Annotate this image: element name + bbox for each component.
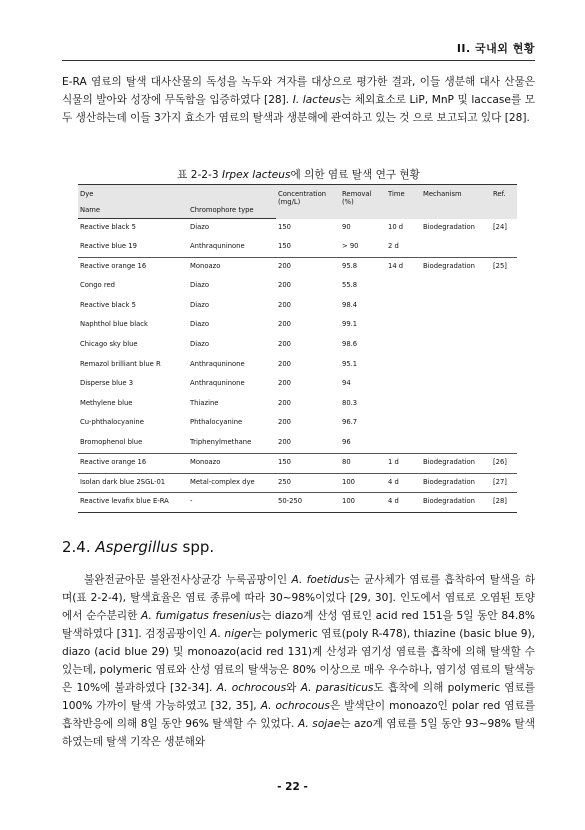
cell-removal: > 90 <box>342 242 359 251</box>
header-rule <box>62 60 535 61</box>
cell-time: 4 d <box>386 473 421 493</box>
cell-chromo: Phthalocyanine <box>190 418 243 427</box>
cell-conc: 200 <box>278 438 291 447</box>
cell-chromo: Diazo <box>190 320 210 329</box>
species-name: A. ochrocous <box>216 682 287 694</box>
cell-name: Cu-phthalocyanine <box>80 418 144 427</box>
cell-mech <box>421 316 491 336</box>
header-time: Time <box>386 185 421 219</box>
table-row <box>78 336 517 356</box>
cell-time <box>386 375 421 395</box>
cell-chromo: Metal-complex dye <box>188 473 276 493</box>
caption-label: 표 2-2-3 <box>177 169 219 181</box>
cell-conc: 150 <box>278 242 291 251</box>
cell-mech: Biodegradation <box>423 222 475 231</box>
cell-ref <box>491 297 517 317</box>
cell-name: Bromophenol blue <box>80 438 143 447</box>
cell-name: Reactive levafix blue E-RA <box>78 493 188 513</box>
intro-text: 는 체외효소로 LiP, MnP <box>340 94 454 106</box>
cell-removal: 100 <box>340 493 386 513</box>
cell-removal: 100 <box>340 473 386 493</box>
cell-name: Reactive black 5 <box>80 223 136 231</box>
intro-text: 으로 보고되고 있다 [28]. <box>412 112 530 124</box>
cell-removal: 90 <box>342 222 351 231</box>
cell-removal: 55.8 <box>342 281 358 290</box>
cell-time <box>386 395 421 415</box>
cell-conc: 200 <box>278 281 291 290</box>
table-row <box>78 414 517 434</box>
caption-text: 에 의한 염료 탈색 연구 현황 <box>290 169 420 181</box>
header-name: Name <box>78 202 188 219</box>
cell-name: Remazol brilliant blue R <box>80 359 161 368</box>
cell-ref: [24] <box>493 222 507 231</box>
cell-time <box>386 316 421 336</box>
table-row <box>78 356 517 376</box>
cell-chromo: Diazo <box>190 281 210 290</box>
running-header: II. 국내외 현황 <box>456 42 535 55</box>
cell-conc: 200 <box>278 320 291 329</box>
cell-chromo: Anthraquninone <box>190 359 245 368</box>
species-name: A. fumigatus fresenius <box>141 610 262 622</box>
cell-conc: 150 <box>276 454 340 474</box>
cell-conc: 200 <box>278 340 291 349</box>
cell-time <box>386 277 421 297</box>
cell-ref <box>491 395 517 415</box>
cell-mech: Biodegradation <box>421 258 491 278</box>
cell-time <box>386 336 421 356</box>
table-row <box>78 375 517 395</box>
cell-ref: [25] <box>491 258 517 278</box>
cell-removal: 99.1 <box>342 320 358 329</box>
cell-conc: 250 <box>276 473 340 493</box>
cell-ref: [26] <box>491 454 517 474</box>
section-heading <box>62 538 214 556</box>
species-name: I. lacteus <box>292 94 341 106</box>
cell-name: Disperse blue 3 <box>80 379 134 388</box>
intro-text: E-RA 염료의 탈색 대사산물의 독성을 녹두와 겨자를 대상으로 평가한 결과, 이들 생분해 대사 <box>62 76 500 88</box>
cell-removal: 96.7 <box>342 418 358 427</box>
section-genus: Aspergillus <box>95 538 178 556</box>
cell-mech <box>421 336 491 356</box>
species-name: A. sojae <box>297 718 341 730</box>
cell-removal: 98.4 <box>342 300 358 309</box>
cell-time: 4 d <box>386 493 421 513</box>
cell-chromo: Diazo <box>190 223 210 231</box>
cell-name: Isolan dark blue 2SGL-01 <box>78 473 188 493</box>
cell-name: Reactive orange 16 <box>78 258 188 278</box>
section-suffix: spp. <box>182 538 215 556</box>
cell-time: 10 d <box>388 222 404 231</box>
cell-conc: 200 <box>278 398 291 407</box>
cell-chromo: Anthraquninone <box>190 242 245 251</box>
cell-mech <box>421 356 491 376</box>
caption-species: Irpex lacteus <box>221 169 291 181</box>
cell-conc: 200 <box>276 258 340 278</box>
cell-mech <box>421 277 491 297</box>
cell-mech: Biodegradation <box>421 493 491 513</box>
cell-ref: [27] <box>491 473 517 493</box>
table-caption <box>62 167 535 182</box>
cell-chromo: Diazo <box>190 340 210 349</box>
cell-mech: Biodegradation <box>421 473 491 493</box>
cell-mech <box>421 238 491 258</box>
dye-decolorization-table <box>78 184 517 513</box>
cell-removal: 95.1 <box>342 359 358 368</box>
table-row <box>78 395 517 415</box>
cell-ref <box>491 375 517 395</box>
table-row <box>78 297 517 317</box>
cell-conc: 200 <box>278 379 291 388</box>
cell-ref <box>491 238 517 258</box>
table-row <box>78 434 517 454</box>
cell-name: Methylene blue <box>80 398 133 407</box>
cell-removal: 80.3 <box>342 398 358 407</box>
cell-time <box>386 414 421 434</box>
cell-ref: [28] <box>491 493 517 513</box>
table-row <box>78 219 517 239</box>
header-ref: Ref. <box>491 185 517 219</box>
cell-removal: 95.8 <box>340 258 386 278</box>
cell-name: Reactive orange 16 <box>78 454 188 474</box>
cell-name: Naphthol blue black <box>80 320 148 329</box>
header-mechanism: Mechanism <box>421 185 491 219</box>
cell-conc: 150 <box>278 222 291 231</box>
cell-removal: 98.6 <box>342 340 358 349</box>
cell-chromo: Diazo <box>190 300 210 309</box>
cell-name: Reactive blue 19 <box>80 242 137 251</box>
cell-conc: 200 <box>278 300 291 309</box>
table-row <box>78 258 517 278</box>
table-row <box>78 493 517 513</box>
header-chromophore: Chromophore type <box>188 202 276 219</box>
intro-text: 산물은 식물의 발아와 성장에 무독함을 입증하였다 [28]. <box>62 76 535 106</box>
cell-time <box>386 434 421 454</box>
page-number: - 22 - <box>277 781 308 793</box>
cell-mech <box>421 414 491 434</box>
header-dye: Dye <box>78 185 188 202</box>
section-number: 2.4. <box>62 538 91 556</box>
cell-name: Reactive black 5 <box>80 300 136 309</box>
cell-chromo: Monoazo <box>188 454 276 474</box>
cell-mech <box>421 395 491 415</box>
cell-ref <box>491 277 517 297</box>
cell-removal: 80 <box>340 454 386 474</box>
table-row <box>78 238 517 258</box>
cell-time: 2 d <box>388 242 399 251</box>
cell-mech <box>421 375 491 395</box>
cell-mech: Biodegradation <box>421 454 491 474</box>
cell-chromo: Anthraquninone <box>190 379 245 388</box>
table-row <box>78 473 517 493</box>
cell-chromo: Monoazo <box>188 258 276 278</box>
cell-conc: 200 <box>278 359 291 368</box>
cell-removal: 94 <box>342 379 351 388</box>
cell-ref <box>491 336 517 356</box>
intro-paragraph <box>62 73 535 127</box>
cell-removal: 96 <box>342 438 351 447</box>
cell-time <box>386 297 421 317</box>
cell-chromo: Triphenylmethane <box>190 438 252 447</box>
species-name: A. niger <box>210 628 252 640</box>
cell-ref <box>491 434 517 454</box>
cell-name: Chicago sky blue <box>80 340 138 349</box>
cell-chromo: Thiazine <box>190 398 219 407</box>
species-name: A. ochrocous <box>260 700 330 712</box>
cell-ref <box>491 316 517 336</box>
cell-time: 1 d <box>386 454 421 474</box>
cell-ref <box>491 414 517 434</box>
species-name: A. parasiticus <box>300 682 374 694</box>
cell-conc: 200 <box>278 418 291 427</box>
cell-name: Congo red <box>80 281 115 290</box>
table-row <box>78 316 517 336</box>
cell-mech <box>421 434 491 454</box>
cell-chromo: - <box>188 493 276 513</box>
header-removal: Removal (%) <box>340 185 386 219</box>
table-row <box>78 277 517 297</box>
body-paragraph: 불완전균아문 불완전사상균강 누룩곰팡이인 A. foetidus는 균사체가 염료를 흡착하여 탈색을 하며(표 2-2-4), 탈색효율은 염료 종류에 따라 30~98%이었다 [29, 30]. 인도에서 염료로 오염된 토양에서 순수분리한 A. fumigatus fresenius는 diazo계 산성 염료인 acid red 151을 5일 동안 84.8% 탈색하였다 [31]. 검정곰팡이인 A. niger는 polymeric 염료(poly R-478), thiazine (basic blue 9), diazo (acid blue 29) 및 monoazo(acid red 131)계 산성과 염기성 염료를 흡착에 의해 탈색할 수 있는데, polymeric 염료와 산성 염료의 탈색능은 80% 이상으로 매우 우수하나, 염기성 염료의 탈색능은 10%에 불과하였다 [32-34]. A. ochrocous와 A. parasiticus도 흡착에 의해 polymeric 염료를 100% 가까이 탈색 가능하였고 [32, 35], A. ochrocous은 발색단이 monoazo인 polar red 염료를 흡착반응에 의해 8일 동안 96% 탈색할 수 있었다. A. sojae는 azo계 염료를 5일 동안 93~98% 탈색하였는데 탈색 기작은 생분해와 <box>62 574 536 748</box>
cell-conc: 50-250 <box>276 493 340 513</box>
cell-time <box>386 356 421 376</box>
cell-ref <box>491 356 517 376</box>
cell-mech <box>421 297 491 317</box>
species-name: A. foetidus <box>291 574 350 586</box>
cell-time: 14 d <box>386 258 421 278</box>
intro-text: 및 laccase를 모두 생산하는데 이들 3가지 효소가 염료의 탈색과 생분해에 관여하고 있는 것 <box>62 94 535 124</box>
table-row <box>78 454 517 474</box>
header-concentration: Concentration (mg/L) <box>276 185 340 219</box>
